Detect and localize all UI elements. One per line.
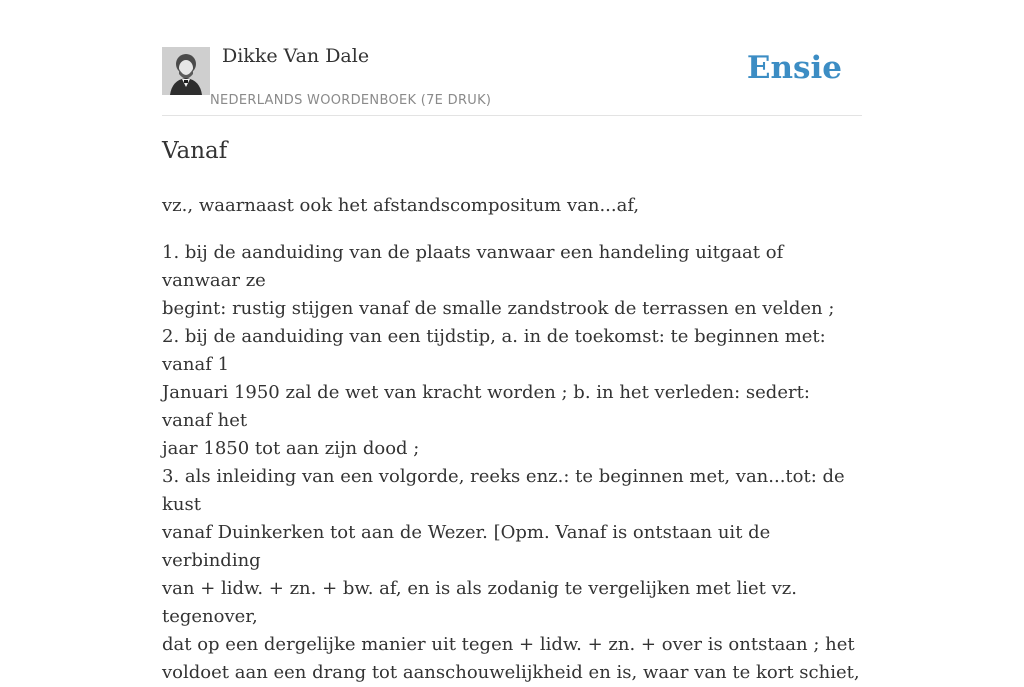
entry-title: Vanaf [162,138,228,164]
definition-line: begint: rustig stijgen vanaf de smalle zandstrook de terrassen en velden ; [162,298,835,319]
author-avatar[interactable] [162,47,210,95]
definition-line: dat op een dergelijke manier uit tegen + lidw. + zn. + over is ontstaan ; het [162,634,855,655]
entry-definition [162,239,862,687]
portrait-icon [162,47,210,95]
definition-line: 1. bij de aanduiding van de plaats vanwaar een handeling uitgaat of vanwaar ze [162,242,784,291]
entry-intro: vz., waarnaast ook het afstandscompositum van...af, [162,195,640,216]
definition-line: 3. als inleiding van een volgorde, reeks enz.: te beginnen met, van...tot: de kust [162,466,845,515]
entry-content [162,192,862,687]
definition-line: Januari 1950 zal de wet van kracht worden ; b. in het verleden: sedert: vanaf het [162,382,810,431]
definition-line: vanaf Duinkerken tot aan de Wezer. [Opm. Vanaf is ontstaan uit de verbinding [162,522,771,571]
source-label[interactable]: NEDERLANDS WOORDENBOEK (7E DRUK) [210,93,492,108]
definition-line: 2. bij de aanduiding van een tijdstip, a. in de toekomst: te beginnen met: vanaf 1 [162,326,826,375]
author-name[interactable]: Dikke Van Dale [222,45,370,67]
ensie-logo[interactable]: Ensie [746,50,842,86]
header [162,40,862,116]
definition-line: jaar 1850 tot aan zijn dood ; [162,438,420,459]
definition-line: voldoet aan een drang tot aanschouwelijkheid en is, waar van te kort schiet, [162,662,860,683]
definition-line: van + lidw. + zn. + bw. af, en is als zodanig te vergelijken met liet vz. tegenover, [162,578,797,627]
